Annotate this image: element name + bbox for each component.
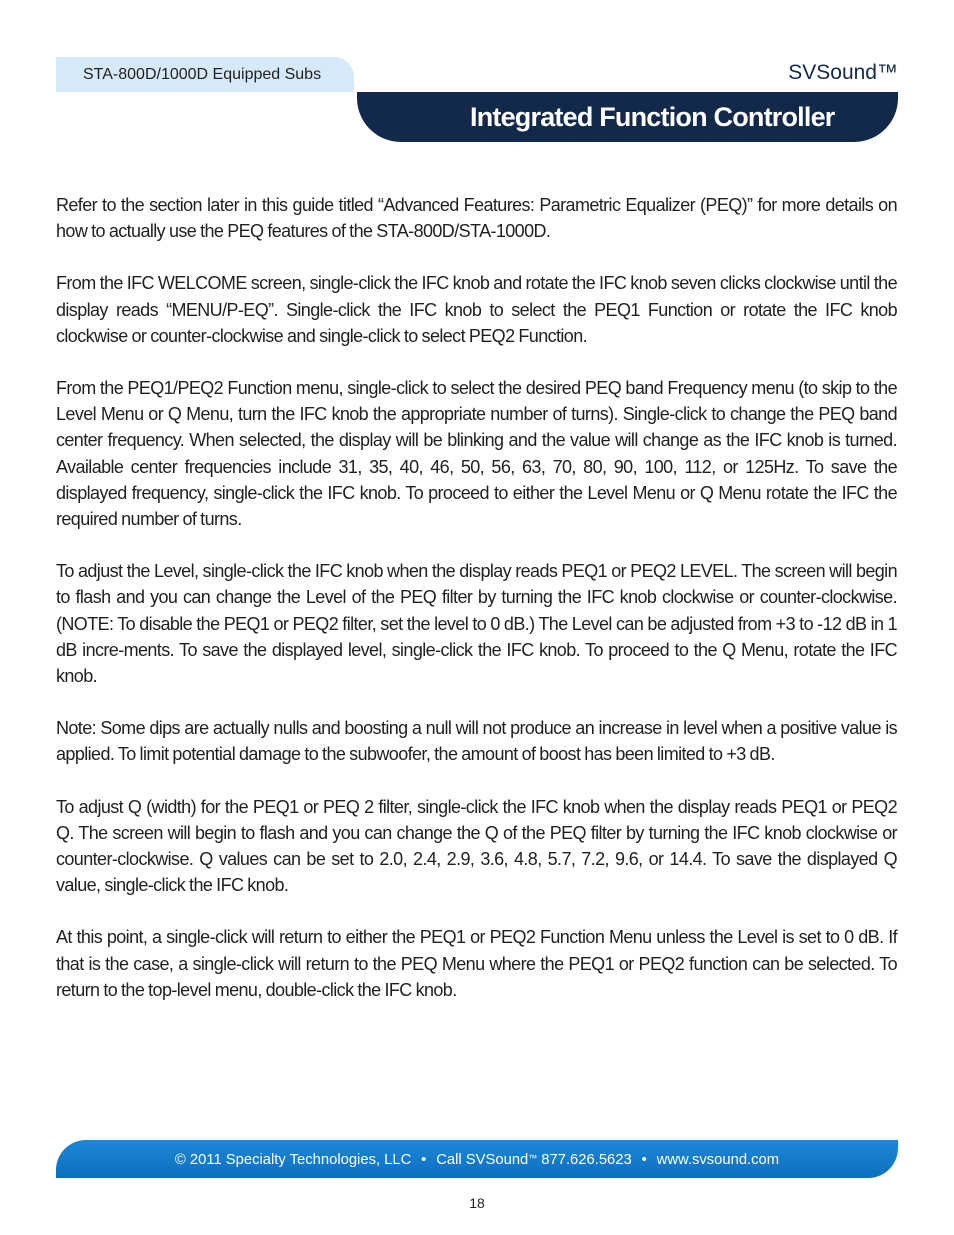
body-text — [56, 192, 897, 1029]
section-title: Integrated Function Controller — [470, 102, 835, 132]
footer-separator: • — [641, 1151, 647, 1168]
footer-separator: • — [421, 1151, 427, 1168]
footer-trademark: ™ — [528, 1153, 538, 1163]
document-tab-label: STA-800D/1000D Equipped Subs — [83, 66, 322, 83]
paragraph: To adjust Q (width) for the PEQ1 or PEQ 2 filter, single-click the IFC knob when the display reads PEQ1 or PEQ2 Q. The screen will begin to flash and you can change the Q of the PEQ filter by turning the IFC knob clockwise or counter-clockwise. Q values can be set to 2.0, 2.4, 2.9, 3.6, 4.8, 5.7, 7.2, 9.6, or 14.4. To save the displayed Q value, single-click the IFC knob. — [56, 796, 897, 896]
paragraph: Note: Some dips are actually nulls and boosting a null will not produce an increase in level when a positive value is applied. To limit potential damage to the subwoofer, the amount of boost has been limited to +3 dB. — [56, 718, 897, 765]
paragraph: From the PEQ1/PEQ2 Function menu, single-click to select the desired PEQ band Frequency menu (to skip to the Level Menu or Q Menu, turn the IFC knob the appropriate number of turns). Single-click to change the PEQ band center frequency. When selected, the display will be blinking and the value will change as the IFC knob is turned. Available center frequencies include 31, 35, 40, 46, 50, 56, 63, 70, 80, 90, 100, 112, or 125Hz. To save the displayed frequency, single-click the IFC knob. To proceed to either the Level Menu or Q Menu rotate the IFC the required number of turns. — [56, 378, 897, 530]
footer-website-link[interactable]: www.svsound.com — [656, 1151, 780, 1168]
footer-call-label: Call SVSound — [436, 1151, 529, 1168]
footer-copyright: © 2011 Specialty Technologies, LLC — [174, 1151, 412, 1168]
paragraph: To adjust the Level, single-click the IFC knob when the display reads PEQ1 or PEQ2 LEVEL. The screen will begin to flash and you can change the Level of the PEQ filter by turning the IFC knob clockwise or counter-clockwise.(NOTE: To disable the PEQ1 or PEQ2 filter, set the level to 0 dB.) The Level can be adjusted from +3 to -12 dB in 1 dB incre-ments. To save the displayed level, single-click the IFC knob. To proceed to the Q Menu, rotate the IFC knob. — [56, 561, 897, 687]
page-number: 18 — [469, 1195, 485, 1211]
brand-name: SVSound™ — [788, 61, 898, 84]
paragraph: From the IFC WELCOME screen, single-click the IFC knob and rotate the IFC knob seven clicks clockwise until the display reads “MENU/P-EQ”. Single-click the IFC knob to select the PEQ1 Function or rotate the IFC knob clockwise or counter-clockwise and single-click to select PEQ2 Function. — [56, 273, 897, 346]
paragraph: At this point, a single-click will return to either the PEQ1 or PEQ2 Function Menu unless the Level is set to 0 dB. If that is the case, a single-click will return to the PEQ Menu where the PEQ1 or PEQ2 function can be selected. To return to the top-level menu, double-click the IFC knob. — [56, 927, 897, 1000]
footer-phone: 877.626.5623 — [541, 1151, 632, 1168]
document-tab — [56, 57, 354, 92]
paragraph: Refer to the section later in this guide titled “Advanced Features: Parametric Equalizer (PEQ)” for more details on how to actually use the PEQ features of the STA-800D/STA-1000D. — [56, 195, 897, 242]
footer-text — [62, 1141, 892, 1179]
